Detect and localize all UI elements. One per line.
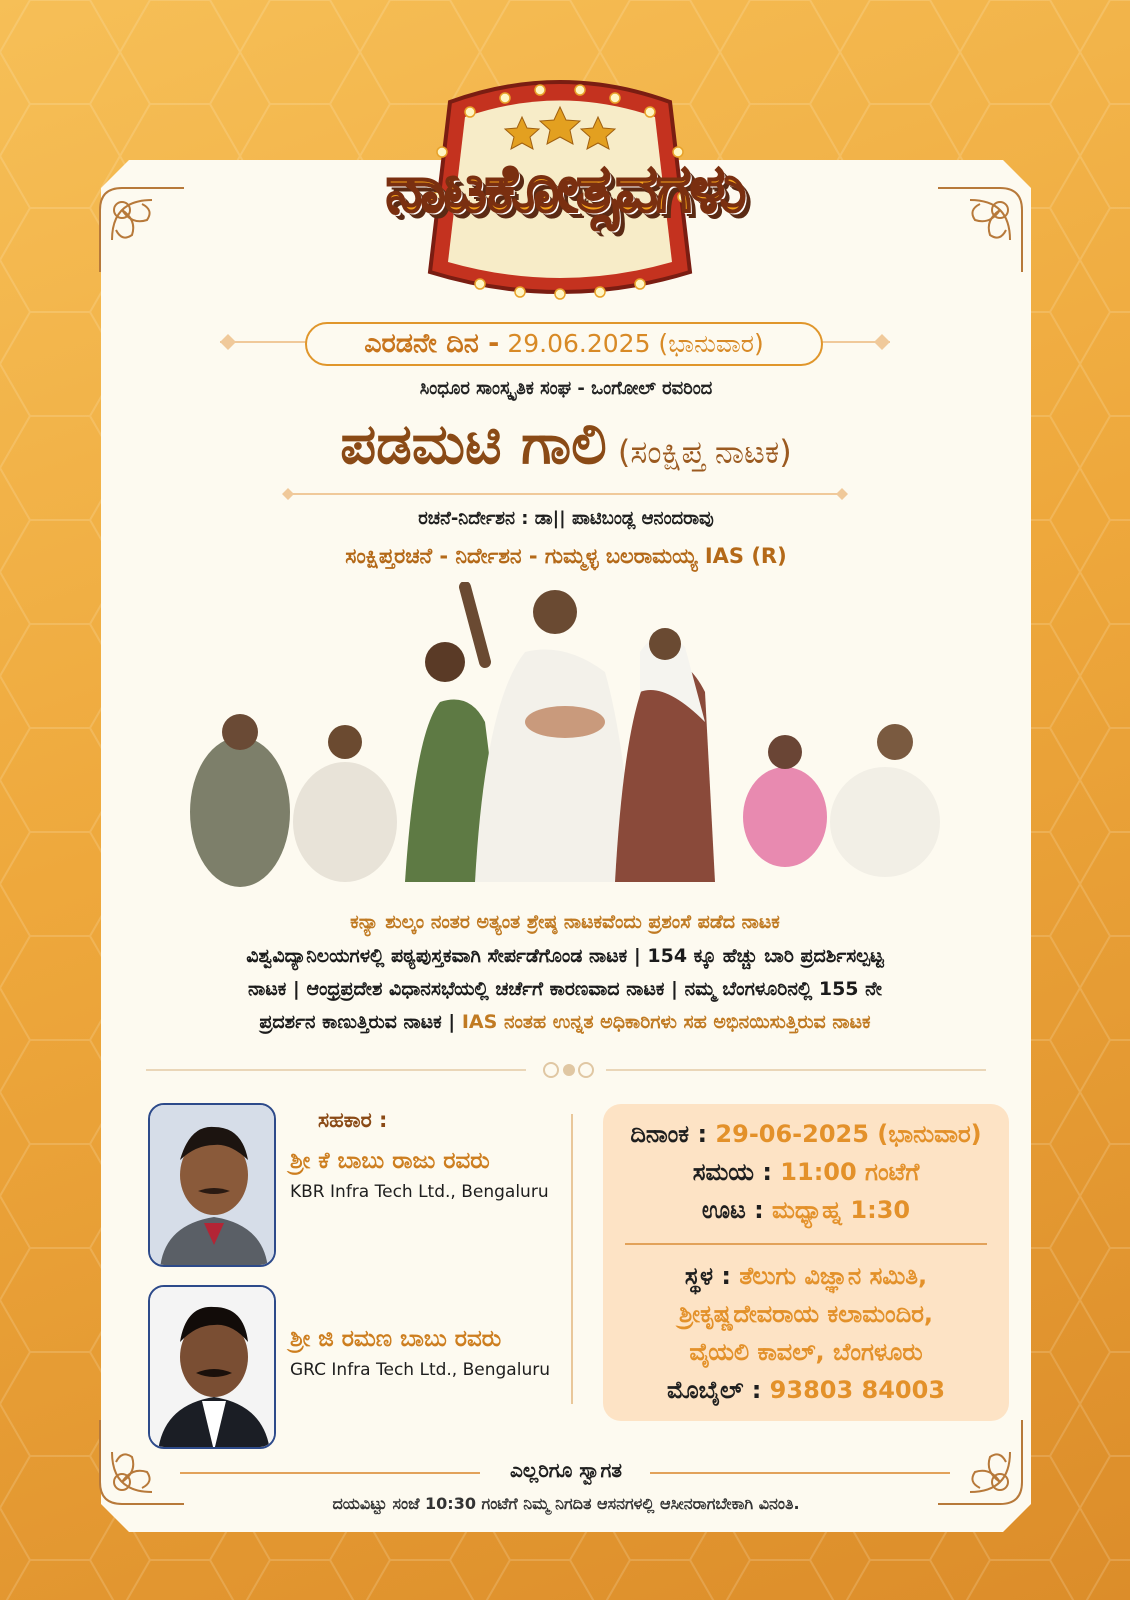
corner-ornament [92, 180, 192, 280]
date-label: ದಿನಾಂಕ : [630, 1120, 708, 1148]
seating-request: ದಯವಿಟ್ಟು ಸಂಜೆ 10:30 ಗಂಟೆಗೆ ನಿಮ್ಮ ನಿಗದಿತ ಆಸನಗಳಲ್ಲಿ ಆಸೀನರಾಗಬೇಕಾಗಿ ವಿನಂತಿ. [332, 1494, 800, 1513]
time-value: 11:00 ಗಂಟೆಗೆ [771, 1158, 920, 1186]
sponsors-heading: ಸಹಕಾರ : [318, 1108, 388, 1132]
cast-photo [185, 582, 960, 902]
corner-ornament [930, 180, 1030, 280]
festival-logo-text: ನಾಟಕೋತ್ಸವಗಳು [385, 150, 745, 227]
play-description [130, 940, 1000, 1039]
play-subtitle: (ಸಂಕ್ಷಿಪ್ತ ನಾಟಕ) [617, 433, 792, 471]
ornamental-line [280, 486, 850, 502]
sponsor-portrait [148, 1103, 276, 1267]
event-time [603, 1158, 1009, 1186]
play-title-row [101, 412, 1031, 482]
sponsor-company: KBR Infra Tech Ltd., Bengaluru [290, 1182, 549, 1202]
description-line: ವಿಶ್ವವಿದ್ಯಾನಿಲಯಗಳಲ್ಲಿ ಪಠ್ಯಪುಸ್ತಕವಾಗಿ ಸೇರ್ಪಡೆಗೊಂಡ ನಾಟಕ | 154 ಕ್ಕೂ ಹೆಚ್ಚು ಬಾರಿ ಪ್ರದರ್ಶಿಸಲ್ಪಟ್ಟ [246, 945, 884, 967]
author-credit: ರಚನೆ-ನಿರ್ದೇಶನ : ಡಾ|| ಪಾಟಿಬಂಡ್ಲ ಆನಂದರಾವು [418, 508, 714, 529]
description-segment: ಪ್ರದರ್ಶನ ಕಾಣುತ್ತಿರುವ ನಾಟಕ | [259, 1011, 456, 1033]
venue-value: ವೈಯಲಿ ಕಾವಲ್, ಬೆಂಗಳೂರು [689, 1338, 923, 1366]
play-title: ಪಡಮಟಿ ಗಾಲಿ [340, 412, 607, 477]
director-credit: ಸಂಕ್ಷಿಪ್ತರಚನೆ - ನಿರ್ದೇಶನ - ಗುಮ್ಮಳ್ಳ ಬಲರಾಮಯ್ಯ IAS (R) [345, 544, 787, 568]
sponsor-company: GRC Infra Tech Ltd., Bengaluru [290, 1360, 550, 1380]
venue-value: ಶ್ರೀಕೃಷ್ಣದೇವರಾಯ ಕಲಾಮಂದಿರ, [678, 1300, 934, 1328]
time-label: ಸಮಯ : [692, 1158, 772, 1186]
day-label: ಎರಡನೇ ದಿನ - [364, 328, 500, 359]
event-mobile [603, 1376, 1009, 1404]
event-date [603, 1120, 1009, 1148]
play-acclaim-headline: ಕನ್ಯಾ ಶುಲ್ಕಂ ನಂತರ ಅತ್ಯಂತ ಶ್ರೇಷ್ಠ ನಾಟಕವೆಂದು ಪ್ರಶಂಸೆ ಪಡೆದ ನಾಟಕ [350, 911, 780, 933]
mobile-value: 93803 84003 [761, 1376, 946, 1404]
sponsor-name: ಶ್ರೀ ಜಿ ರಮಣ ಬಾಬು ರವರು [290, 1326, 502, 1352]
meal-value: ಮಧ್ಯಾಹ್ನ 1:30 [763, 1196, 911, 1224]
presenter-line: ಸಿಂಧೂರ ಸಾಂಸ್ಕೃತಿಕ ಸಂಘ - ಒಂಗೋಲ್ ರವರಿಂದ [419, 378, 713, 399]
panel-divider [625, 1243, 987, 1245]
day-date: 29.06.2025 (ಭಾನುವಾರ) [507, 329, 764, 358]
welcome-text: ಎಲ್ಲರಿಗೂ ಸ್ವಾಗತ [510, 1458, 622, 1482]
event-venue [603, 1262, 1009, 1290]
vertical-divider [571, 1114, 573, 1404]
description-line [130, 1006, 1000, 1039]
date-value: 29-06-2025 (ಭಾನುವಾರ) [707, 1120, 982, 1148]
description-line: ನಾಟಕ | ಆಂಧ್ರಪ್ರದೇಶ ವಿಧಾನಸಭೆಯಲ್ಲಿ ಚರ್ಚೆಗೆ ಕಾರಣವಾದ ನಾಟಕ | ನಮ್ಮ ಬೆಂಗಳೂರಿನಲ್ಲಿ 155 ನೇ [248, 978, 882, 1000]
event-meal [603, 1196, 1009, 1224]
description-highlight: IAS ನಂತಹ ಉನ್ನತ ಅಧಿಕಾರಿಗಳು ಸಹ ಅಭಿನಯಿಸುತ್ತಿರುವ ನಾಟಕ [455, 1011, 871, 1033]
venue-line [603, 1338, 1009, 1366]
section-divider [146, 1062, 986, 1078]
venue-value: ತೆಲುಗು ವಿಜ್ಞಾನ ಸಮಿತಿ, [731, 1262, 928, 1290]
sponsor-portrait [148, 1285, 276, 1449]
meal-label: ಊಟ : [701, 1196, 764, 1224]
sponsor-name: ಶ್ರೀ ಕೆ ಬಾಬು ರಾಜು ರವರು [290, 1148, 490, 1174]
mobile-label: ಮೊಬೈಲ್ : [666, 1376, 762, 1404]
venue-line [603, 1300, 1009, 1328]
day-date-badge [305, 322, 823, 366]
venue-label: ಸ್ಥಳ : [684, 1262, 732, 1290]
